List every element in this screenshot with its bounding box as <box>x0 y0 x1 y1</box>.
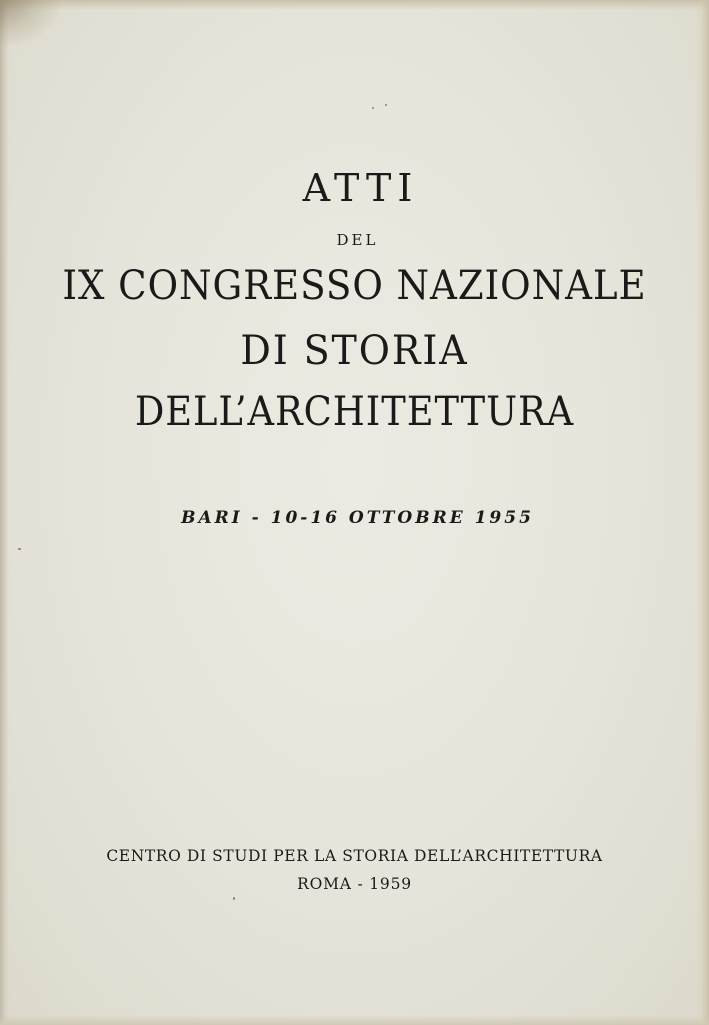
paper-speck <box>385 104 387 106</box>
heading-del: DEL <box>336 231 379 249</box>
congress-date: BARI - 10-16 OTTOBRE 1955 <box>181 508 534 528</box>
paper-speck <box>372 107 374 109</box>
paper-edge-top <box>0 0 709 10</box>
paper-edge-bottom <box>0 1015 709 1025</box>
title-line-2: DI STORIA <box>240 328 469 374</box>
paper-speck <box>233 897 235 900</box>
paper-speck <box>18 548 21 550</box>
heading-atti: ATTI <box>302 166 419 210</box>
title-line-1: IX CONGRESSO NAZIONALE <box>62 263 647 309</box>
title-line-3: DELL’ARCHITETTURA <box>134 389 575 435</box>
publisher-name: CENTRO DI STUDI PER LA STORIA DELL’ARCHITETTURA <box>106 847 603 865</box>
corner-stain <box>0 0 60 45</box>
publication-place-year: ROMA - 1959 <box>297 875 412 893</box>
